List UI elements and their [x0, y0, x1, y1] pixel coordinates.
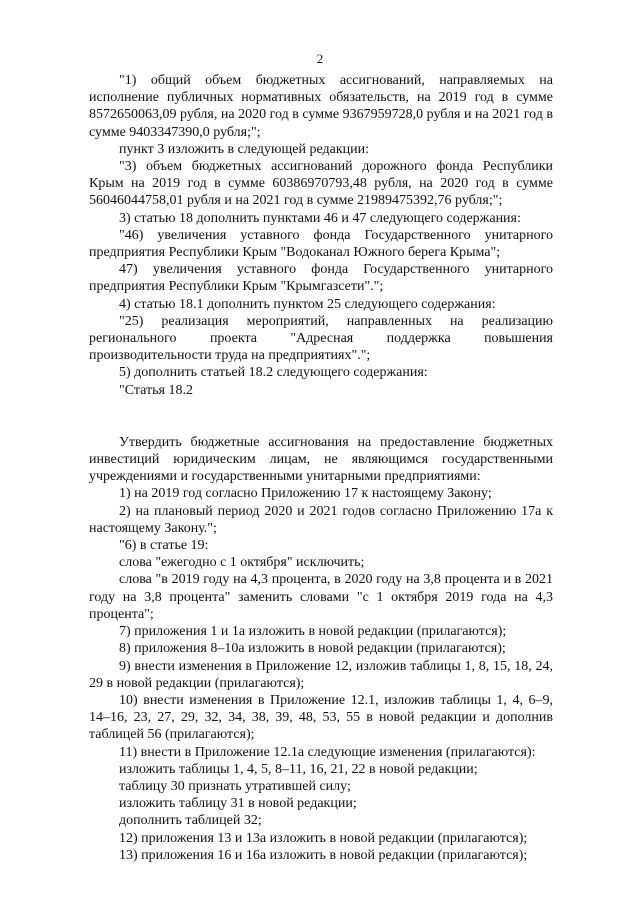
paragraph-investments: Утвердить бюджетные ассигнования на предоставление бюджетных инвестиций юридическим лицам, не являющимся государственными учреждениями и государственными унитарными предприятиями: [89, 434, 553, 485]
paragraph-item-47: 47) увеличения уставного фонда Государственного унитарного предприятия Республики Крым "Крымгазсети"."; [89, 262, 553, 295]
paragraph-road-fund: "3) объем бюджетных ассигнований дорожного фонда Республики Крым на 2019 год в сумме 60386970793,48 рубля, на 2020 год в сумме 56046044758,01 рубля и на 2021 год в сумме 21989475392,76 рубля;"; [89, 159, 553, 209]
paragraph-article-18-2-intro: 5) дополнить статьей 18.2 следующего содержания: [119, 365, 428, 381]
page-number: 2 [316, 51, 324, 66]
paragraph-item-46: "46) увеличения уставного фонда Государственного унитарного предприятия Республики Крым "Водоканал Южного берега Крыма"; [89, 227, 553, 261]
paragraph-table-30: таблицу 30 признать утратившей силу; [119, 778, 351, 794]
paragraph-article-18-1: 4) статью 18.1 дополнить пунктом 25 следующего содержания: [119, 296, 496, 312]
paragraph-2019-appendix-17: 1) на 2019 год согласно Приложению 17 к настоящему Закону; [119, 486, 492, 502]
article-18-2-heading: "Статья 18.2 [119, 382, 193, 398]
paragraph-item-11: 11) внести в Приложение 12.1а следующие изменения (прилагаются): [119, 744, 536, 760]
paragraph-item-10: 10) внести изменения в Приложение 12.1, изложив таблицы 1, 4, 6–9, 14–16, 23, 27, 29, 32, 34, 38, 39, 48, 53, 55 в новой редакции и дополнив таблицей 56 (прилагаются); [89, 692, 553, 743]
paragraph-item-13: 13) приложения 16 и 16а изложить в новой редакции (прилагаются); [119, 847, 528, 863]
paragraph-words-replace: слова "в 2019 году на 4,3 процента, в 2020 году на 3,8 процента и в 2021 году на 3,8 процента" заменить словами "с 1 октября 2019 года на 4,3 процента"; [89, 572, 553, 622]
paragraph-item-8: 8) приложения 8–10а изложить в новой редакции (прилагаются); [119, 641, 506, 657]
paragraph-budget-total: "1) общий объем бюджетных ассигнований, направляемых на исполнение публичных нормативных обязательств, на 2019 год в сумме 8572650063,09 рубля, на 2020 год в сумме 9367959728,0 рубля и на 2021 год в сумме 9403347390,0 рубля;"; [89, 73, 553, 140]
paragraph-table-31: изложить таблицу 31 в новой редакции; [119, 796, 357, 812]
paragraph-item-25: "25) реализация мероприятий, направленных на реализацию регионального проекта "Адресная поддержка повышения производительности труда на предприятиях"."; [89, 313, 553, 364]
paragraph-item-7: 7) приложения 1 и 1а изложить в новой редакции (прилагаются); [119, 624, 507, 640]
paragraph-item-3-intro: пункт 3 изложить в следующей редакции: [119, 141, 369, 157]
paragraph-tables-new-edition: изложить таблицы 1, 4, 5, 8–11, 16, 21, 22 в новой редакции; [119, 761, 478, 777]
paragraph-article-19: "6) в статье 19: [119, 538, 209, 554]
document-body [89, 72, 553, 864]
paragraph-article-18: 3) статью 18 дополнить пунктами 46 и 47 следующего содержания: [119, 210, 521, 226]
paragraph-item-12: 12) приложения 13 и 13а изложить в новой редакции (прилагаются); [119, 830, 528, 846]
paragraph-words-exclude: слова "ежегодно с 1 октября" исключить; [119, 555, 365, 571]
paragraph-table-32: дополнить таблицей 32; [119, 813, 262, 829]
paragraph-item-9: 9) внести изменения в Приложение 12, изложив таблицы 1, 8, 15, 18, 24, 29 в новой редакции (прилагаются); [89, 658, 553, 691]
paragraph-2020-2021-appendix-17a: 2) на плановый период 2020 и 2021 годов согласно Приложению 17а к настоящему Закону."; [89, 503, 553, 536]
